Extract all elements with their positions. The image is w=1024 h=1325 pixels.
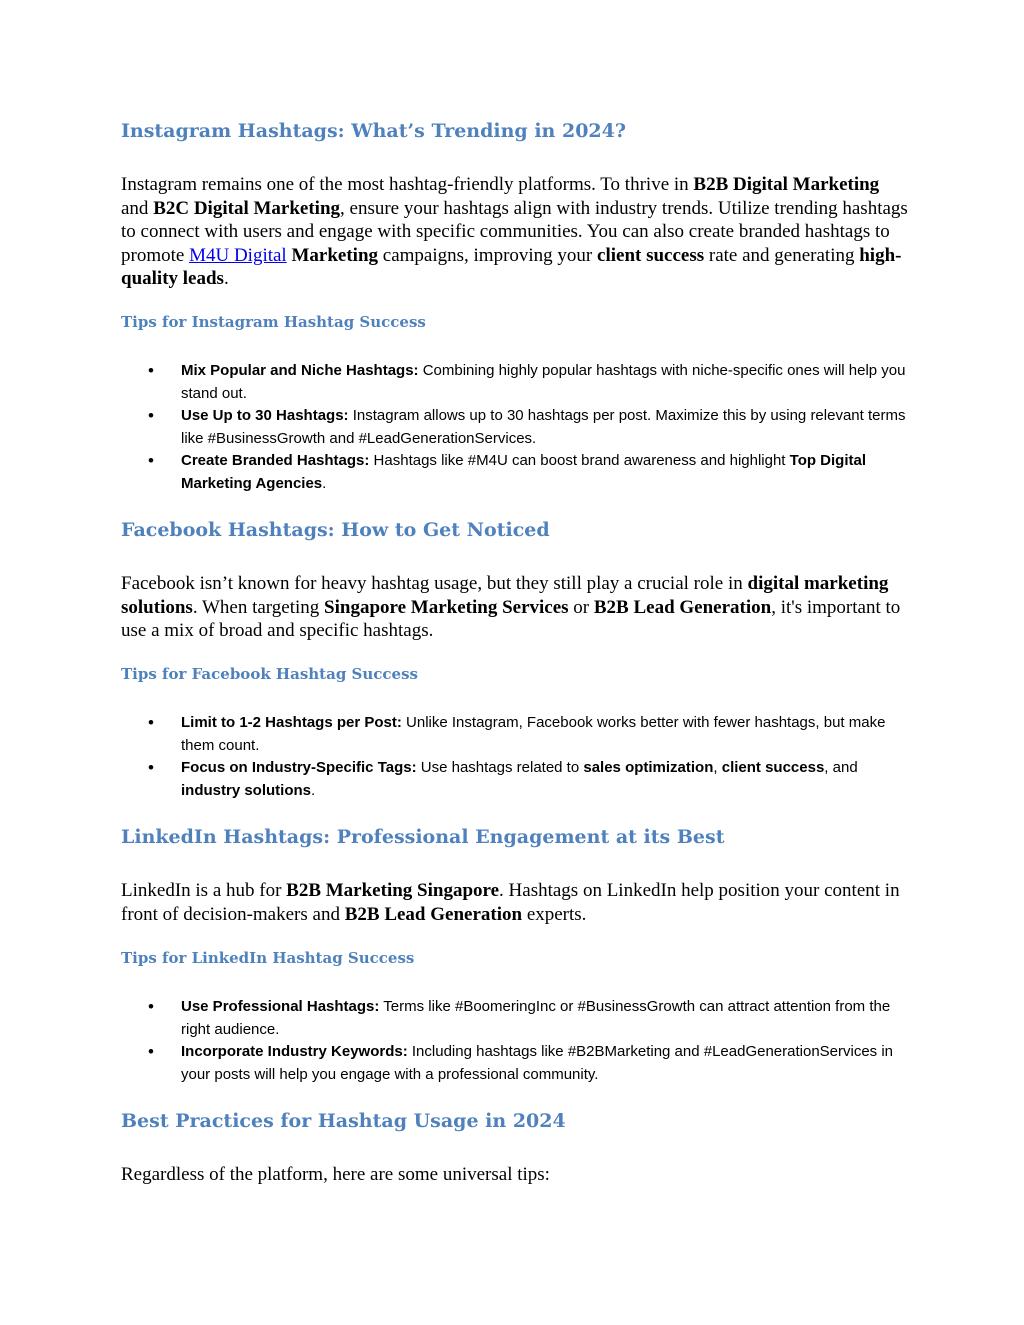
best-practices-heading: Best Practices for Hashtag Usage in 2024 (121, 1110, 566, 1132)
list-item: • Mix Popular and Niche Hashtags: Combining highly popular hashtags with niche-specific ones will help you stand out. (121, 360, 911, 405)
linkedin-heading: LinkedIn Hashtags: Professional Engagement at its Best (121, 826, 725, 848)
m4u-digital-link[interactable]: M4U Digital (189, 244, 287, 266)
facebook-tips-heading: Tips for Facebook Hashtag Success (121, 665, 418, 683)
list-item: • Use Professional Hashtags: Terms like #BoomeringInc or #BusinessGrowth can attract attention from the right audience. (121, 996, 911, 1041)
instagram-intro: Instagram remains one of the most hashtag-friendly platforms. To thrive in B2B Digital Marketing and B2C Digital Marketing, ensure your hashtags align with industry trends. Utilize trending hashtags to connect with users and engage with specific communities. You can also create branded hashtags to promote M4U Digital Marketing campaigns, improving your client success rate and generating high-quality leads. (121, 174, 908, 289)
linkedin-intro: LinkedIn is a hub for B2B Marketing Singapore. Hashtags on LinkedIn help position your content in front of decision-makers and B2B Lead Generation experts. (121, 880, 900, 925)
best-practices-intro: Regardless of the platform, here are some universal tips: (121, 1164, 550, 1185)
linkedin-tips-heading: Tips for LinkedIn Hashtag Success (121, 949, 415, 967)
instagram-tips-heading: Tips for Instagram Hashtag Success (121, 313, 426, 331)
list-item: • Create Branded Hashtags: Hashtags like #M4U can boost brand awareness and highlight Top Digital Marketing Agencies. (121, 450, 911, 495)
list-item: • Limit to 1-2 Hashtags per Post: Unlike Instagram, Facebook works better with fewer hashtags, but make them count. (121, 712, 911, 757)
facebook-tips-list (121, 712, 911, 802)
list-item: • Use Up to 30 Hashtags: Instagram allows up to 30 hashtags per post. Maximize this by using relevant terms like #BusinessGrowth and #LeadGenerationServices. (121, 405, 911, 450)
facebook-heading: Facebook Hashtags: How to Get Noticed (121, 519, 550, 541)
facebook-intro: Facebook isn’t known for heavy hashtag usage, but they still play a crucial role in digital marketing solutions. When targeting Singapore Marketing Services or B2B Lead Generation, it's important to use a mix of broad and specific hashtags. (121, 573, 901, 641)
instagram-heading: Instagram Hashtags: What’s Trending in 2024? (121, 120, 626, 142)
instagram-tips-list (121, 360, 911, 495)
list-item: • Focus on Industry-Specific Tags: Use hashtags related to sales optimization, client success, and industry solutions. (121, 757, 911, 802)
linkedin-tips-list (121, 996, 911, 1086)
list-item: • Incorporate Industry Keywords: Including hashtags like #B2BMarketing and #LeadGenerationServices in your posts will help you engage with a professional community. (121, 1041, 911, 1086)
